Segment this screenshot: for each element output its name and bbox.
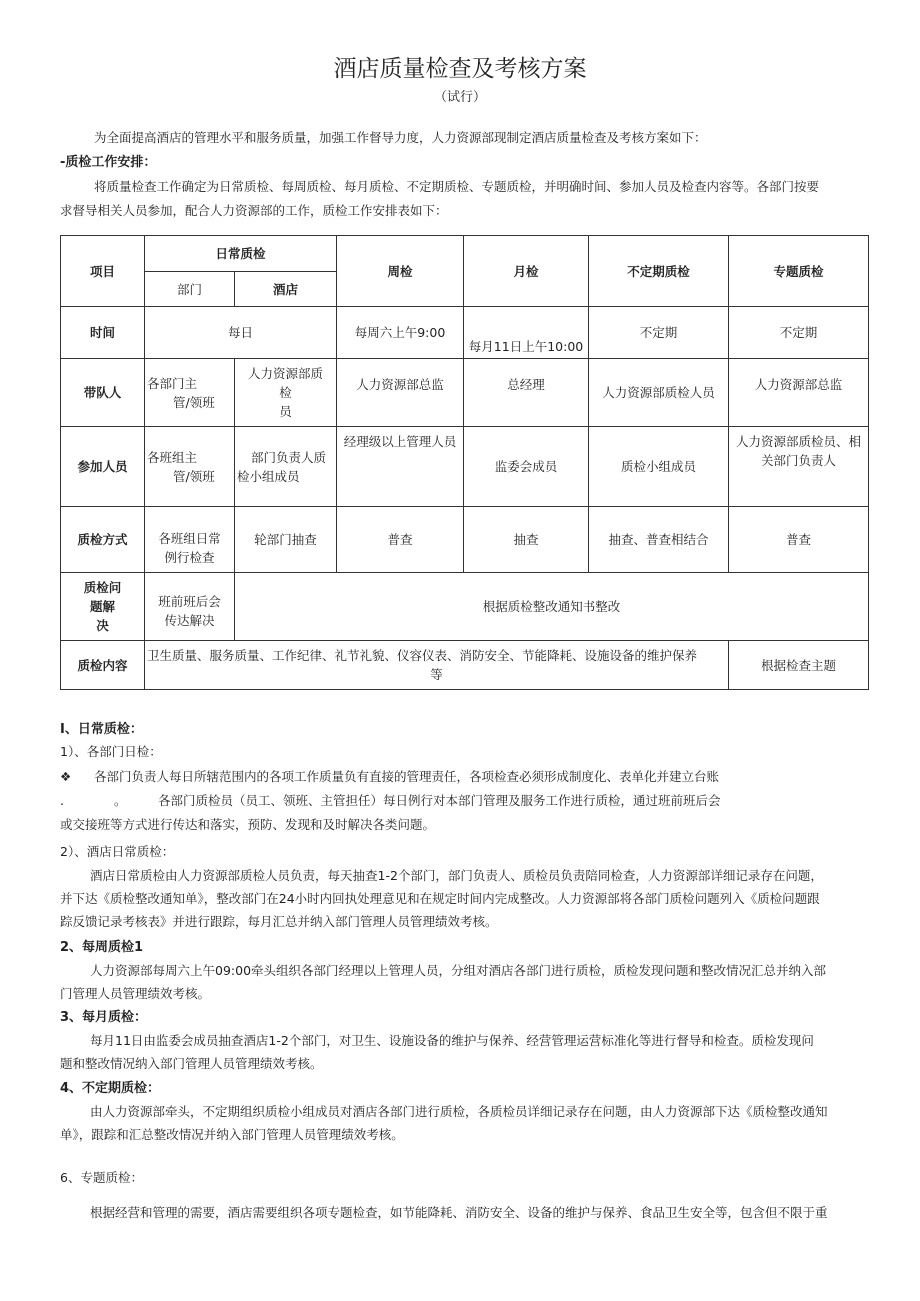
method-hotel: 轮部门抽查: [235, 507, 337, 573]
row-label-leader: 带队人: [61, 359, 145, 427]
resolution-label-line-1: 质检问: [83, 580, 122, 595]
content-special: 根据检查主题: [729, 641, 869, 690]
leader-hotel-line-1: 人力资源部质: [248, 366, 324, 381]
header-item: 项目: [61, 236, 145, 307]
participants-dept: [145, 427, 235, 507]
table-row-leader: [61, 359, 869, 427]
leader-hotel-line-3: 员: [279, 404, 292, 419]
dept-check-line-2: 各部门质检员（员工、领班、主管担任）每日例行对本部门管理及服务工作进行质检，通过班前班后会: [158, 793, 721, 808]
resolution-dept-line-1: 班前班后会: [158, 593, 221, 609]
heading-daily-hotel: 2）、酒店日常质检：: [60, 844, 175, 859]
resolution-dept: [145, 573, 235, 641]
document-title: 酒店质量检查及考核方案: [333, 56, 587, 82]
participants-special-line-1: 人力资源部质检员、相: [736, 434, 862, 449]
dept-check-dots: . 。: [60, 793, 127, 808]
method-monthly: 抽查: [464, 507, 589, 573]
content-main-line-1: 卫生质量、服务质量、工作纪律、礼节礼貌、仪容仪表、消防安全、节能降耗、设施设备的维护保养: [147, 648, 698, 663]
participants-dept-line-2: 管/领班: [173, 468, 215, 484]
table-row-resolution: [61, 573, 869, 641]
intro-paragraph: 为全面提高酒店的管理水平和服务质量，加强工作督导力度，人力资源部现制定酒店质量检查及考核方案如下：: [94, 130, 707, 145]
table-row-method: [61, 507, 869, 573]
hotel-check-line-1: 酒店日常质检由人力资源部质检人员负责，每天抽查1-2个部门，部门负责人、质检员负责陪同检查，人力资源部详细记录存在问题，: [90, 868, 823, 883]
resolution-dept-line-2: 传达解决: [164, 612, 215, 628]
arrangement-line-2: 求督导相关人员参加，配合人力资源部的工作，质检工作安排表如下：: [60, 203, 448, 218]
monthly-line-1: 每月11日由监委会成员抽查酒店1-2个部门，对卫生、设施设备的维护与保养、经营管理运营标准化等进行督导和检查。质检发现问: [90, 1033, 814, 1048]
time-irregular: 不定期: [589, 307, 729, 359]
participants-hotel-line-2: 检小组成员: [237, 468, 300, 484]
time-special: 不定期: [729, 307, 869, 359]
leader-irregular: 人力资源部质检人员: [589, 359, 729, 427]
hotel-check-line-2: 并下达《质检整改通知单》，整改部门在24小时内回执处理意见和在规定时间内完成整改。人力资源部将各部门质检问题列入《质检问题跟: [60, 891, 820, 906]
header-monthly: 月检: [464, 236, 589, 307]
header-daily: 日常质检: [145, 236, 337, 272]
leader-hotel-line-2: 检: [279, 385, 292, 400]
participants-dept-line-1: 各班组主: [147, 449, 198, 465]
header-special: 专题质检: [729, 236, 869, 307]
weekly-line-1: 人力资源部每周六上午09:00牵头组织各部门经理以上管理人员，分组对酒店各部门进行质检，质检发现问题和整改情况汇总并纳入部: [90, 963, 827, 978]
schedule-table: [60, 235, 869, 690]
heading-weekly: 2、每周质检1: [60, 940, 144, 955]
dept-check-line-3: 或交接班等方式进行传达和落实，预防、发现和及时解决各类问题。: [60, 817, 436, 832]
table-row-content: [61, 641, 869, 690]
content-main: [145, 641, 729, 690]
leader-dept-line-1: 各部门主: [147, 375, 198, 391]
method-special: 普查: [729, 507, 869, 573]
table-row-participants: [61, 427, 869, 507]
table-row-time: [61, 307, 869, 359]
time-daily: 每日: [145, 307, 337, 359]
content-main-line-2: 等: [430, 667, 443, 682]
row-label-method: 质检方式: [61, 507, 145, 573]
time-weekly: 每周六上午9:00: [337, 307, 464, 359]
arrangement-line-1: 将质量检查工作确定为日常质检、每周质检、每月质检、不定期质检、专题质检，并明确时间、参加人员及检查内容等。各部门按要: [94, 179, 820, 194]
heading-irregular: 4、不定期质检：: [60, 1081, 161, 1096]
method-dept-line-1: 各班组日常: [158, 530, 221, 546]
leader-hotel: [235, 359, 337, 427]
leader-weekly: 人力资源部总监: [337, 359, 464, 427]
participants-irregular: 质检小组成员: [589, 427, 729, 507]
participants-special: [729, 427, 869, 507]
weekly-line-2: 门管理人员管理绩效考核。: [60, 986, 211, 1001]
participants-monthly: 监委会成员: [464, 427, 589, 507]
header-dept: 部门: [145, 272, 235, 307]
leader-special: 人力资源部总监: [729, 359, 869, 427]
method-dept-line-2: 例行检查: [164, 549, 215, 565]
heading-daily: I、日常质检：: [60, 722, 143, 737]
row-label-participants: 参加人员: [61, 427, 145, 507]
participants-hotel-line-1: 部门负责人质: [251, 449, 327, 465]
heading-daily-dept: 1）、各部门日检：: [60, 744, 162, 759]
header-irregular: 不定期质检: [589, 236, 729, 307]
bullet-icon: ❖: [60, 769, 72, 784]
participants-weekly: 经理级以上管理人员: [337, 427, 464, 507]
time-monthly: 每月11日上午10:00: [464, 307, 589, 359]
method-weekly: 普查: [337, 507, 464, 573]
row-label-content: 质检内容: [61, 641, 145, 690]
leader-monthly: 总经理: [464, 359, 589, 427]
dept-check-line-1: 各部门负责人每日所辖范围内的各项工作质量负有直接的管理责任，各项检查必须形成制度化、表单化并建立台账: [94, 769, 720, 784]
resolution-label-line-3: 决: [96, 618, 109, 633]
resolution-label-line-2: 题解: [89, 599, 115, 614]
method-irregular: 抽查、普查相结合: [589, 507, 729, 573]
leader-dept-line-2: 管/领班: [173, 394, 215, 410]
irregular-line-1: 由人力资源部牵头，不定期组织质检小组成员对酒店各部门进行质检，各质检员详细记录存在问题，由人力资源部下达《质检整改通知: [90, 1104, 828, 1119]
section-heading-arrangement: -质检工作安排：: [60, 155, 157, 170]
heading-special: 6、专题质检：: [60, 1170, 143, 1185]
participants-hotel: [235, 427, 337, 507]
row-label-time: 时间: [61, 307, 145, 359]
monthly-line-2: 题和整改情况纳入部门管理人员管理绩效考核。: [60, 1056, 323, 1071]
method-dept: [145, 507, 235, 573]
heading-monthly: 3、每月质检：: [60, 1010, 148, 1025]
participants-special-line-2: 关部门负责人: [761, 453, 837, 468]
leader-dept: [145, 359, 235, 427]
resolution-rest: 根据质检整改通知书整改: [235, 573, 869, 641]
row-label-resolution: [61, 573, 145, 641]
special-line-1: 根据经营和管理的需要，酒店需要组织各项专题检查，如节能降耗、消防安全、设备的维护与保养、食品卫生安全等，包含但不限于重: [90, 1205, 828, 1220]
header-hotel: 酒店: [235, 272, 337, 307]
table-header-row: [61, 236, 869, 272]
header-weekly: 周检: [337, 236, 464, 307]
document-subtitle: （试行）: [433, 90, 486, 105]
irregular-line-2: 单》，跟踪和汇总整改情况并纳入部门管理人员管理绩效考核。: [60, 1127, 404, 1142]
hotel-check-line-3: 踪反馈记录考核表》并进行跟踪，每月汇总并纳入部门管理人员管理绩效考核。: [60, 914, 498, 929]
